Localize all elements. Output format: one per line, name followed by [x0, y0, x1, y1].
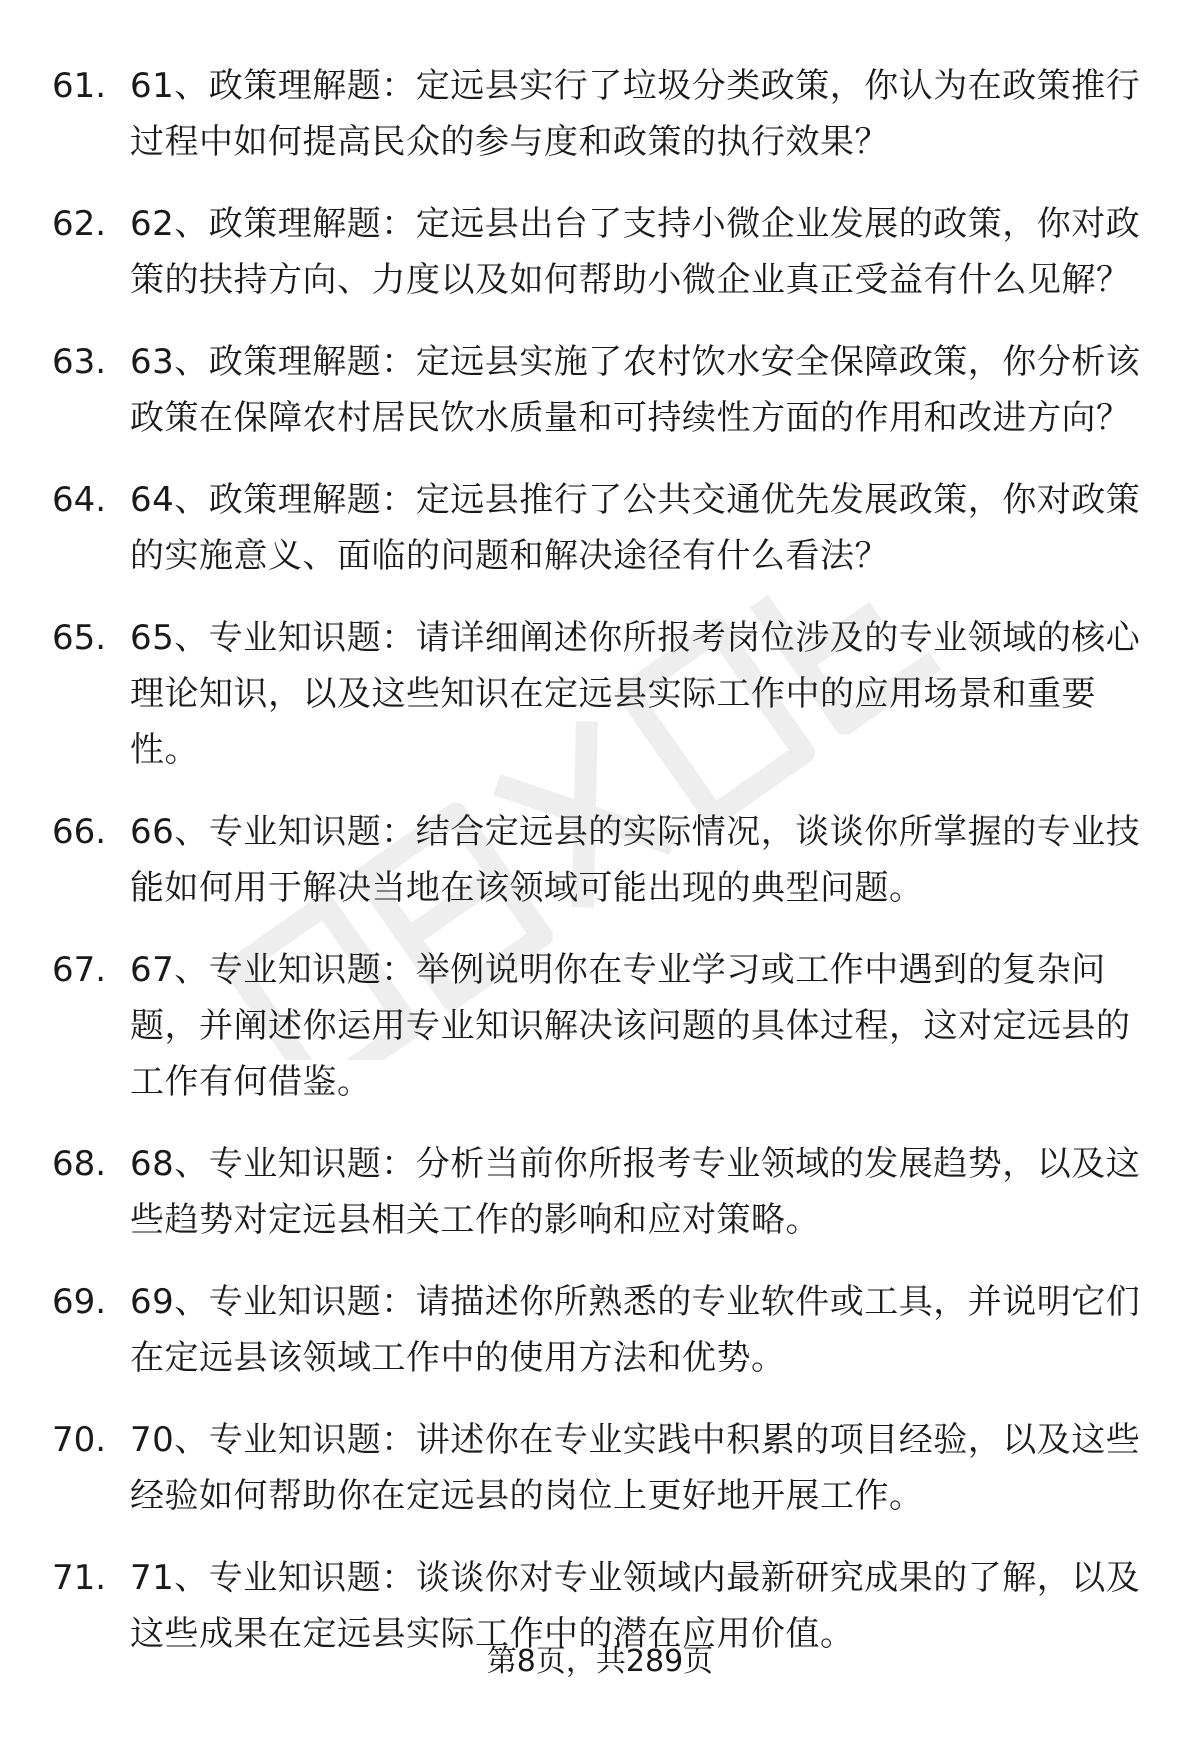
item-text: 66、专业知识题：结合定远县的实际情况，谈谈你所掌握的专业技能如何用于解决当地在该领域可能出现的典型问题。	[130, 812, 1141, 908]
item-number: 65.	[52, 618, 107, 658]
item-number: 71.	[52, 1558, 107, 1598]
list-item	[52, 804, 1152, 916]
list-item	[52, 1412, 1152, 1524]
list-item	[52, 610, 1152, 778]
item-text: 70、专业知识题：讲述你在专业实践中积累的项目经验，以及这些经验如何帮助你在定远县的岗位上更好地开展工作。	[130, 1420, 1141, 1516]
item-number: 66.	[52, 812, 107, 852]
list-item	[52, 58, 1152, 170]
item-text: 68、专业知识题：分析当前你所报考专业领域的发展趋势，以及这些趋势对定远县相关工作的影响和应对策略。	[130, 1144, 1141, 1240]
item-text: 61、政策理解题：定远县实行了垃圾分类政策，你认为在政策推行过程中如何提高民众的参与度和政策的执行效果？	[130, 66, 1141, 162]
item-number: 67.	[52, 950, 107, 990]
item-number: 64.	[52, 480, 107, 520]
question-list	[52, 58, 1152, 1688]
item-text: 63、政策理解题：定远县实施了农村饮水安全保障政策，你分析该政策在保障农村居民饮水质量和可持续性方面的作用和改进方向？	[130, 342, 1141, 438]
page-number-footer: 第8页，共289页	[486, 1644, 714, 1679]
item-number: 69.	[52, 1282, 107, 1322]
list-item	[52, 334, 1152, 446]
list-item	[52, 472, 1152, 584]
item-text: 67、专业知识题：举例说明你在专业学习或工作中遇到的复杂问题，并阐述你运用专业知识解决该问题的具体过程，这对定远县的工作有何借鉴。	[130, 950, 1131, 1102]
item-number: 68.	[52, 1144, 107, 1184]
list-item	[52, 1274, 1152, 1386]
list-item	[52, 1136, 1152, 1248]
item-number: 62.	[52, 204, 107, 244]
item-text: 65、专业知识题：请详细阐述你所报考岗位涉及的专业领域的核心理论知识，以及这些知识在定远县实际工作中的应用场景和重要性。	[130, 618, 1141, 770]
item-text: 64、政策理解题：定远县推行了公共交通优先发展政策，你对政策的实施意义、面临的问题和解决途径有什么看法？	[130, 480, 1141, 576]
item-number: 61.	[52, 66, 107, 106]
list-item	[52, 942, 1152, 1110]
list-item	[52, 196, 1152, 308]
item-number: 70.	[52, 1420, 107, 1460]
item-number: 63.	[52, 342, 107, 382]
item-text: 62、政策理解题：定远县出台了支持小微企业发展的政策，你对政策的扶持方向、力度以及如何帮助小微企业真正受益有什么见解？	[130, 204, 1141, 300]
item-text: 69、专业知识题：请描述你所熟悉的专业软件或工具，并说明它们在定远县该领域工作中的使用方法和优势。	[130, 1282, 1141, 1378]
item-text: 71、专业知识题：谈谈你对专业领域内最新研究成果的了解，以及这些成果在定远县实际工作中的潜在应用价值。	[130, 1558, 1141, 1654]
